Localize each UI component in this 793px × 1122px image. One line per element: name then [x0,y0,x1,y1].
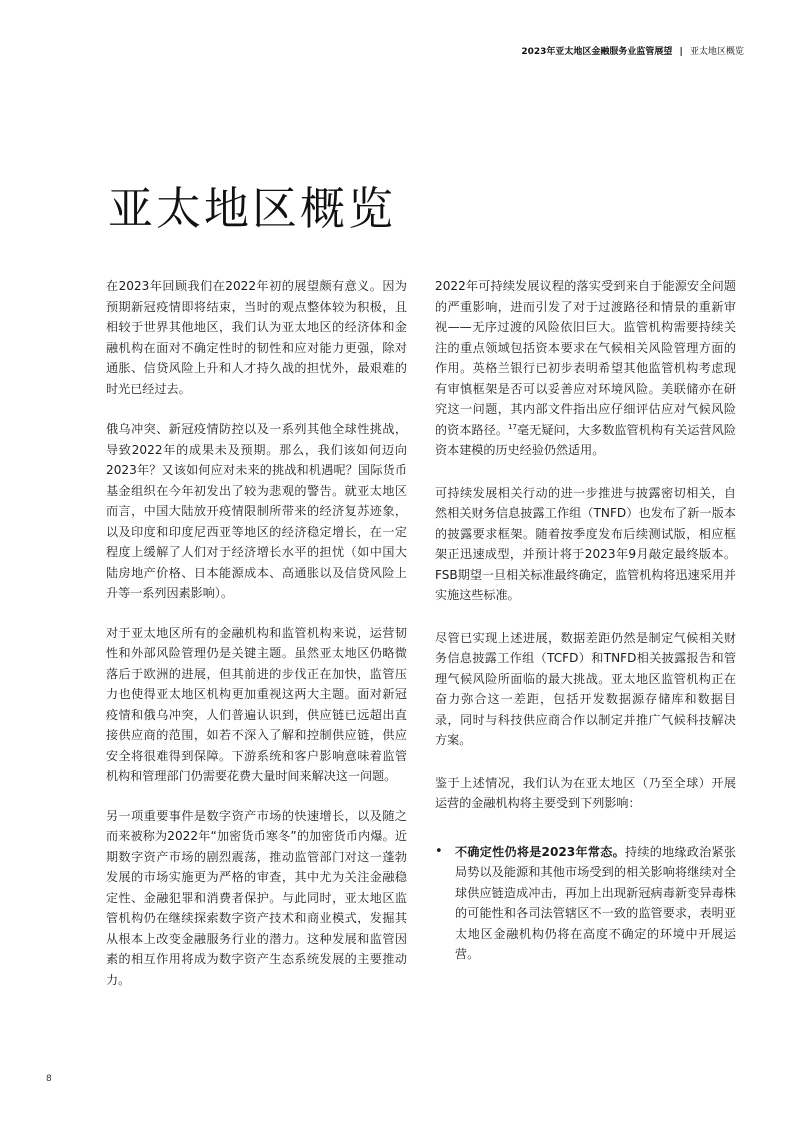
right-column [435,276,736,965]
left-paragraph-4: 另一项重要事件是数字资产市场的快速增长，以及随之而来被称为2022年“加密货币寒冬”的加密货币内爆。近期数字资产市场的剧烈震荡，推动监管部门对这一蓬勃发展的市场实施更为严格的审查，其中尤为关注金融稳定性、金融犯罪和消费者保护。与此同时，亚太地区监管机构仍在继续探索数字资产技术和商业模式，发掘其从根本上改变金融服务行业的潜力。这种发展和监管因素的相互作用将成为数字资产生态系统发展的主要推动力。 [106,808,407,987]
right-paragraph-1-text: 2022年可持续发展议程的落实受到来自于能源安全问题的严重影响，进而引发了对于过渡路径和情景的重新审视——无序过渡的风险依旧巨大。监管机构需要持续关注的重点领域包括资本要求在气候相关风险管理方面的作用。英格兰银行已初步表明希望其他监管机构考虑现有审慎框架是否可以妥善应对环境风险。美联储亦在研究这一问题，其内部文件指出应仔细评估应对气候风险的资本路径。 [435,279,736,437]
right-paragraph-1-tail: 毫无疑问，大多数监管机构有关运营风险资本建模的历史经验仍然适用。 [435,422,736,457]
bullet-item [435,842,736,965]
page-number: 8 [46,1074,52,1084]
right-paragraph-4: 鉴于上述情况，我们认为在亚太地区（乃至全球）开展运营的金融机构将主要受到下列影响： [435,775,736,810]
left-paragraph-1: 在2023年回顾我们在2022年初的展望颇有意义。因为预期新冠疫情即将结束，当时的观点整体较为积极，且相较于世界其他地区，我们认为亚太地区的经济体和金融机构在面对不确定性时的韧性和应对能力更强，除对通胀、信贷风险上升和人才持久战的担忧外，最艰难的时光已经过去。 [106,279,407,396]
running-header [521,44,744,57]
header-separator: | [679,47,683,57]
right-paragraph-3: 尽管已实现上述进展，数据差距仍然是制定气候相关财务信息披露工作组（TCFD）和TNFD相关披露报告和管理气候风险所面临的最大挑战。亚太地区监管机构正在奋力弥合这一差距，包括开发数据源存储库和数据目录，同时与科技供应商合作以制定并推广气候科技解决方案。 [435,630,736,747]
bullet-marker: • [435,843,443,859]
bullet-text: 持续的地缘政治紧张局势以及能源和其他市场受到的相关影响将继续对全球供应链造成冲击，再加上出现新冠病毒新变异毒株的可能性和各司法管辖区不一致的监管要求，表明亚太地区金融机构仍将在高度不确定的环境中开展运营。 [455,844,736,961]
footnote-ref: 17 [508,422,517,431]
page-title: 亚太地区概览 [108,182,397,235]
right-paragraph-1 [435,276,736,461]
section-name: 亚太地区概览 [689,47,744,57]
left-column [106,276,407,990]
left-paragraph-2: 俄乌冲突、新冠疫情防控以及一系列其他全球性挑战，导致2022年的成果未及预期。那么，我们该如何迈向2023年？又该如何应对未来的挑战和机遇呢？国际货币基金组织在今年初发出了较为悲观的警告。就亚太地区而言，中国大陆放开疫情限制所带来的经济复苏迹象，以及印度和印度尼西亚等地区的经济稳定增长，在一定程度上缓解了人们对于经济增长水平的担忧（如中国大陆房地产价格、日本能源成本、高通胀以及信贷风险上升等一系列因素影响）。 [106,422,407,600]
bullet-lead: 不确定性仍将是2023年常态。 [455,844,625,859]
report-title: 2023年亚太地区金融服务业监管展望 [521,47,673,57]
left-paragraph-3: 对于亚太地区所有的金融机构和监管机构来说，运营韧性和外部风险管理仍是关键主题。虽然亚太地区仍略微落后于欧洲的进展，但其前进的步伐正在加快，监管压力也使得亚太地区机构更加重视这两大主题。面对新冠疫情和俄乌冲突，人们普遍认识到，供应链已远超出直接供应商的范围，如若不深入了解和控制供应链，供应安全将很难得到保障。下游系统和客户影响意味着监管机构和管理部门仍需要花费大量时间来解决这一问题。 [106,625,407,783]
bullet-body [455,842,736,965]
right-paragraph-2: 可持续发展相关行动的进一步推进与披露密切相关，自然相关财务信息披露工作组（TNFD）也发布了新一版本的披露要求框架。随着按季度发布后续测试版，相应框架正迅速成型，并预计将于2023年9月敲定最终版本。FSB期望一旦相关标准最终确定，监管机构将迅速采用并实施这些标准。 [435,485,736,602]
